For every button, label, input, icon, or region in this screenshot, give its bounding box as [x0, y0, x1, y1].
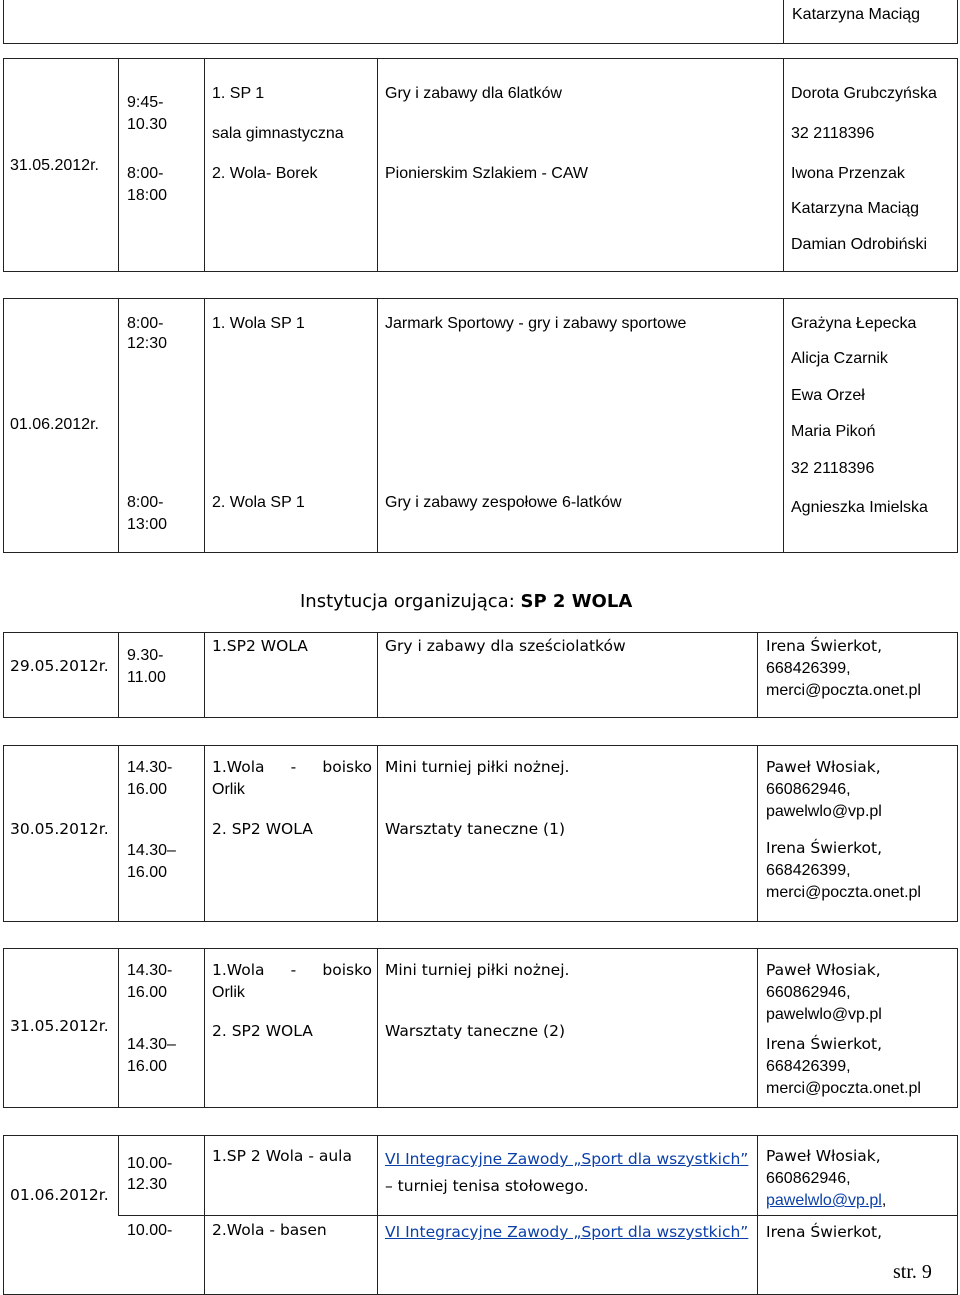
- t4-contact1-phone: 660862946,: [766, 781, 851, 798]
- t3-contact-phone: 668426399,: [766, 660, 851, 677]
- t2-date: 01.06.2012r.: [10, 416, 99, 433]
- t4-event2: Warsztaty taneczne (1): [385, 820, 566, 838]
- t3-event: Gry i zabawy dla sześciolatków: [385, 637, 626, 655]
- t4-event1: Mini turniej piłki nożnej.: [385, 758, 570, 776]
- t4-contact1-email: pawelwlo@vp.pl: [766, 803, 882, 820]
- top-row-person: Katarzyna Maciąg: [792, 6, 921, 23]
- t2-r1-event: Jarmark Sportowy - gry i zabawy sportowe: [385, 315, 687, 332]
- t1-r2-event: Pionierskim Szlakiem - CAW: [385, 165, 588, 182]
- t5-place1-c: boisko: [322, 961, 372, 979]
- t2-r2-contact: Agnieszka Imielska: [791, 499, 928, 516]
- t6-r1-event-sub: – turniej tenisa stołowego.: [385, 1177, 589, 1195]
- t1-r1-contact-phone: 32 2118396: [791, 125, 875, 142]
- t6-date: 01.06.2012r.: [10, 1186, 109, 1204]
- t4-place2: 2. SP2 WOLA: [212, 820, 313, 838]
- t5-place1: [212, 960, 372, 981]
- t5-col4: [757, 948, 758, 1108]
- t3-col4: [757, 632, 758, 718]
- t2-col1: [118, 298, 119, 553]
- t4-contact2-email: merci@poczta.onet.pl: [766, 884, 921, 901]
- t5-time1-start: 14.30-: [127, 962, 173, 979]
- t2-col4: [783, 298, 784, 553]
- t1-r1-time-start: 9:45-: [127, 94, 164, 111]
- t3-col3: [377, 632, 378, 718]
- t5-col3: [377, 948, 378, 1108]
- t5-time2-start: 14.30–: [127, 1036, 176, 1053]
- t4-time2-start: 14.30–: [127, 842, 176, 859]
- t1-r2-time-end: 18:00: [127, 187, 168, 204]
- t1-r2-contact-1: Iwona Przenzak: [791, 165, 905, 182]
- t4-col3: [377, 745, 378, 922]
- t1-r1-place: 1. SP 1: [212, 85, 265, 102]
- t1-col1: [118, 58, 119, 272]
- t1-r1-event: Gry i zabawy dla 6latków: [385, 85, 562, 102]
- t5-col2: [204, 948, 205, 1108]
- t1-col3: [377, 58, 378, 272]
- t5-event2: Warsztaty taneczne (2): [385, 1022, 566, 1040]
- t2-r1-contact-3: Ewa Orzeł: [791, 387, 865, 404]
- t2-r2-time-end: 13:00: [127, 516, 168, 533]
- t1-r1-contact-name: Dorota Grubczyńska: [791, 85, 937, 102]
- t6-col1: [118, 1135, 119, 1215]
- t1-col4: [783, 58, 784, 272]
- t5-time2-end: 16.00: [127, 1058, 168, 1075]
- top-row-divider: [783, 0, 784, 44]
- t6-r2-time: 10.00-: [127, 1222, 173, 1239]
- t1-r1-time-end: 10.30: [127, 116, 168, 133]
- t5-time1-end: 16.00: [127, 984, 168, 1001]
- t6-r1-contact-email-line: [766, 1190, 886, 1212]
- institution-heading: [300, 590, 632, 614]
- t6-row-divider: [118, 1215, 958, 1216]
- t4-col1: [118, 745, 119, 922]
- t5-place2: 2. SP2 WOLA: [212, 1022, 313, 1040]
- t4-place1-a: 1.Wola: [212, 758, 265, 776]
- t1-r2-place: 2. Wola- Borek: [212, 165, 318, 182]
- t6-r1-place: 1.SP 2 Wola - aula: [212, 1147, 352, 1165]
- t2-col3: [377, 298, 378, 553]
- page-number: str. 9: [893, 1261, 932, 1283]
- t3-time-end: 11.00: [127, 669, 166, 686]
- t5-place1-b: -: [290, 961, 297, 979]
- t5-place1-orlik: Orlik: [212, 984, 245, 1001]
- t4-col4: [757, 745, 758, 922]
- t1-date: 31.05.2012r.: [10, 157, 99, 174]
- t6-r1-time-end: 12.30: [127, 1176, 168, 1193]
- t4-contact2-name: Irena Świerkot,: [766, 839, 883, 857]
- t1-r1-place-room: sala gimnastyczna: [212, 125, 344, 142]
- institution-name: SP 2 WOLA: [520, 591, 633, 612]
- t3-time-start: 9.30-: [127, 647, 164, 664]
- t5-place1-a: 1.Wola: [212, 961, 265, 979]
- t6-r1-contact-email-tail: ,: [881, 1192, 887, 1209]
- t4-contact1-name: Paweł Włosiak,: [766, 758, 881, 776]
- t6-r2-contact: Irena Świerkot,: [766, 1223, 883, 1241]
- t2-r1-time-end: 12:30: [127, 335, 168, 352]
- t3-date: 29.05.2012r.: [10, 657, 109, 675]
- t1-r2-contact-2: Katarzyna Maciąg: [791, 200, 920, 217]
- t3-place: 1.SP2 WOLA: [212, 637, 308, 655]
- t1-r2-contact-3: Damian Odrobiński: [791, 236, 928, 253]
- t3-col1: [118, 632, 119, 718]
- t4-time1-end: 16.00: [127, 781, 168, 798]
- t3-contact-name: Irena Świerkot,: [766, 637, 883, 655]
- t4-col2: [204, 745, 205, 922]
- t3-col2: [204, 632, 205, 718]
- t2-r2-place: 2. Wola SP 1: [212, 494, 305, 511]
- t5-col1: [118, 948, 119, 1108]
- t6-r1-event-link[interactable]: VI Integracyjne Zawody „Sport dla wszystkich”: [385, 1150, 749, 1168]
- t6-r2-place: 2.Wola - basen: [212, 1221, 327, 1239]
- t2-r2-event: Gry i zabawy zespołowe 6-latków: [385, 494, 622, 511]
- t5-date: 31.05.2012r.: [10, 1017, 109, 1035]
- t2-r1-time-start: 8:00-: [127, 315, 164, 332]
- t4-time1-start: 14.30-: [127, 759, 173, 776]
- t5-contact1-phone: 660862946,: [766, 984, 851, 1001]
- t5-contact1-email: pawelwlo@vp.pl: [766, 1006, 882, 1023]
- t4-place1-c: boisko: [322, 758, 372, 776]
- t2-r1-place: 1. Wola SP 1: [212, 315, 305, 332]
- t5-event1: Mini turniej piłki nożnej.: [385, 961, 570, 979]
- t4-place1-b: -: [290, 758, 297, 776]
- t5-contact1-name: Paweł Włosiak,: [766, 961, 881, 979]
- t4-place1: [212, 757, 372, 778]
- institution-label: Instytucja organizująca:: [300, 591, 521, 612]
- t2-col2: [204, 298, 205, 553]
- t2-r1-contact-5: 32 2118396: [791, 460, 875, 477]
- t6-r1-time-start: 10.00-: [127, 1155, 173, 1172]
- t5-contact2-email: merci@poczta.onet.pl: [766, 1080, 921, 1097]
- t4-place1-orlik: Orlik: [212, 781, 245, 798]
- t6-r1-contact-phone: 660862946,: [766, 1170, 851, 1187]
- t3-contact-email: merci@poczta.onet.pl: [766, 682, 921, 699]
- t6-r1-contact-name: Paweł Włosiak,: [766, 1147, 881, 1165]
- t2-r1-contact-4: Maria Pikoń: [791, 423, 876, 440]
- t4-contact2-phone: 668426399,: [766, 862, 851, 879]
- t6-r2-event-link[interactable]: VI Integracyjne Zawody „Sport dla wszystkich”: [385, 1223, 749, 1241]
- t6-r1-contact-email[interactable]: pawelwlo@vp.pl: [766, 1192, 882, 1209]
- t1-r2-time-start: 8:00-: [127, 165, 164, 182]
- t1-col2: [204, 58, 205, 272]
- t2-r1-contact-2: Alicja Czarnik: [791, 350, 888, 367]
- t5-contact2-phone: 668426399,: [766, 1058, 851, 1075]
- t5-contact2-name: Irena Świerkot,: [766, 1035, 883, 1053]
- t2-r1-contact-1: Grażyna Łepecka: [791, 315, 917, 332]
- t4-time2-end: 16.00: [127, 864, 168, 881]
- t4-date: 30.05.2012r.: [10, 820, 109, 838]
- t2-r2-time-start: 8:00-: [127, 494, 164, 511]
